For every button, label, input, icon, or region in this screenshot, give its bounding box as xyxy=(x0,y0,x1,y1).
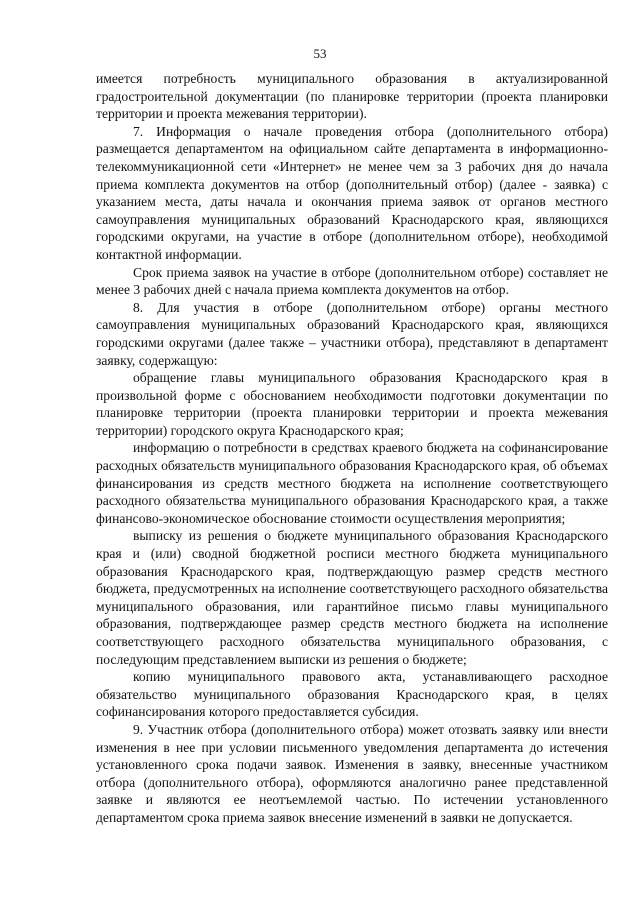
paragraph-item-8: 8. Для участия в отборе (дополнительном отборе) органы местного самоуправления муниципальных образований Краснодарского края, являющихся городскими округами (далее также – участники отбора), представляют в департамент заявку, содержащую: xyxy=(96,299,608,368)
paragraph-budget-extract: выписку из решения о бюджете муниципального образования Краснодарского края и (или) сводной бюджетной росписи местного бюджета муниципального образования Краснодарского края, подтверждающую размер средств местного бюджета, предусмотренных на исполнение соответствующего расходного обязательства муниципального образования, или гарантийное письмо главы муниципального образования, подтверждающее размер средств местного бюджета на исполнение соответствующего расходного обязательства муниципального образования, с последующим представлением выписки из решения о бюджете; xyxy=(96,528,608,667)
paragraph-item-7: 7. Информация о начале проведения отбора (дополнительного отбора) размещается департаментом на официальном сайте департамента в информационно-телекоммуникационной сети «Интернет» не менее чем за 3 рабочих дня до начала приема комплекта документов на отбор (дополнительный отбор) (далее - заявка) с указанием места, даты начала и окончания приема заявок от органов местного самоуправления муниципальных образований Краснодарского края, являющихся городскими округами, на участие в отборе (дополнительном отборе), необходимой контактной информации. xyxy=(96,123,608,262)
paragraph-funding-info: информацию о потребности в средствах краевого бюджета на софинансирование расходных обязательств муниципального образования Краснодарского края, об объемах финансирования из средств местного бюджета на исполнение соответствующего расходного обязательства муниципального образования Краснодарского края, а также финансово-экономическое обоснование стоимости осуществления мероприятия; xyxy=(96,440,608,526)
paragraph-deadline: Срок приема заявок на участие в отборе (дополнительном отборе) составляет не менее 3 рабочих дней с начала приема комплекта документов на отбор. xyxy=(96,264,608,298)
page-number: 53 xyxy=(313,46,327,61)
paragraph-continuation: имеется потребность муниципального образования в актуализированной градостроительной документации (по планировке территории (проекта планировки территории и проекта межевания территории). xyxy=(96,71,608,122)
paragraph-legal-act: копию муниципального правового акта, устанавливающего расходное обязательство муниципального образования Краснодарского края, в целях софинансирования которого предоставляется субсидия. xyxy=(96,669,608,720)
document-body xyxy=(96,70,608,827)
paragraph-appeal: обращение главы муниципального образования Краснодарского края в произвольной форме с обоснованием необходимости подготовки документации по планировке территории (проекта планировки территории и проекта межевания территории) городского округа Краснодарского края; xyxy=(96,370,608,438)
paragraph-item-9: 9. Участник отбора (дополнительного отбора) может отозвать заявку или внести изменения в нее при условии письменного уведомления департамента до истечения установленного срока подачи заявок. Изменения в заявку, внесенные участником отбора (дополнительного отбора), оформляются аналогично ранее представленной заявке и являются ее неотъемлемой частью. По истечении установленного департаментом срока приема заявок внесение изменений в заявки не допускается. xyxy=(96,721,608,825)
